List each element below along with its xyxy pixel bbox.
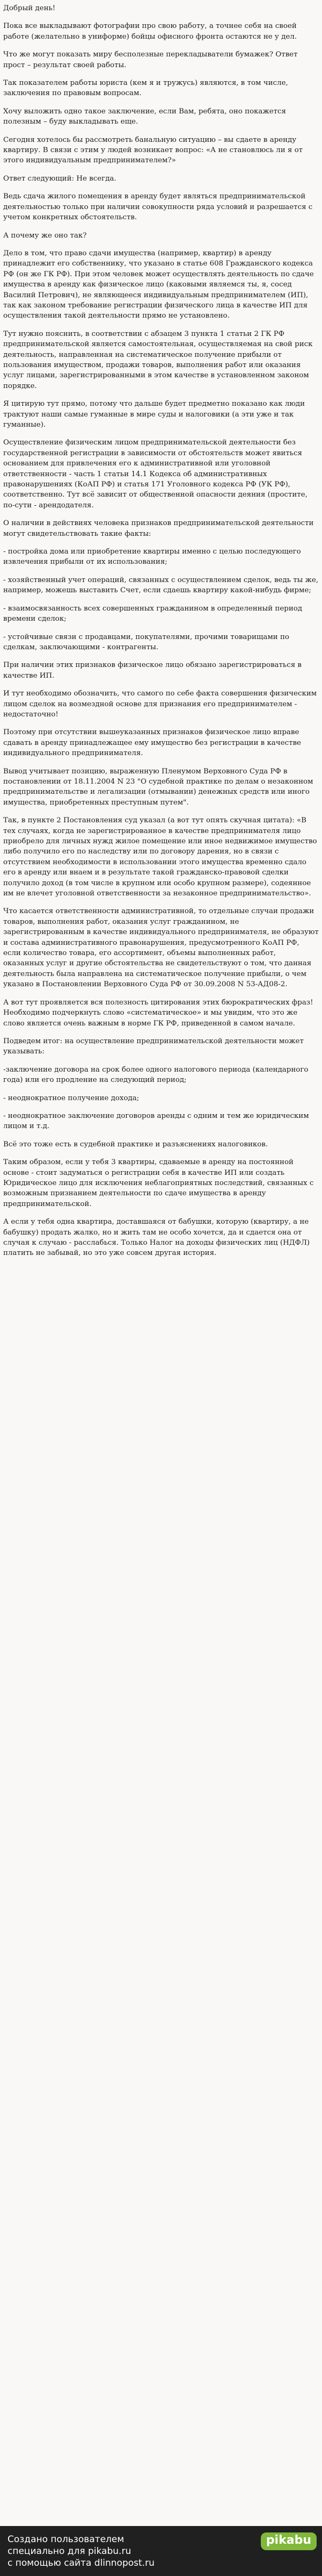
pikabu-logo: pikabu <box>261 2532 317 2550</box>
paragraph: Вывод учитывает позицию, выраженную Пленумом Верховного Суда РФ в постановлении от 18.11.2004 N 23 "О судебной практике по делам о незаконном предпринимательстве и легализации (отмывании) денежных средств или иного имущества, приобретенных преступным путем". <box>3 767 313 807</box>
footer-banner <box>0 2526 322 2576</box>
paragraph: Добрый день! <box>3 4 56 12</box>
footer-line-1: Создано пользователем <box>8 2534 125 2545</box>
paragraph: Всё это тоже есть в судебной практике и разъяснениях налоговиков. <box>3 1140 268 1149</box>
paragraph: - устойчивые связи с продавцами, покупателями, прочими товарищами по сделкам, заключающими - контрагенты. <box>3 633 289 651</box>
paragraph: Поэтому при отсутствии вышеуказанных признаков физическое лицо вправе сдавать в аренду принадлежащее ему имущество без регистрации в качестве индивидуального предпринимателя. <box>3 728 301 758</box>
paragraph: -заключение договора на срок более одного налогового периода (календарного года) или его продление на следующий период; <box>3 1065 309 1085</box>
paragraph: Я цитирую тут прямо, потому что дальше будет предметно показано как люди трактуют наши самые гуманные в мире суды и налоговики (а эти уже и так гуманные). <box>3 400 305 429</box>
paragraph: Так показателем работы юриста (кем я и тружусь) являются, в том числе, заключения по правовым вопросам. <box>3 79 288 98</box>
paragraph: Дело в том, что право сдачи имущества (например, квартир) в аренду принадлежит его собственнику, что указано в статье 608 Гражданского кодекса РФ (он же ГК РФ). При этом человек может осуществлять деятельность по сдаче имущества в аренду как физическое лицо (каковыми являемся ты, я, сосед Василий Петрович), не являющееся индивидуальным предпринимателем (ИП), так как законом требование регистрации физического лица в качестве ИП для осуществления такой деятельности прямо не установлено. <box>3 249 314 320</box>
paragraph: - неоднократное получение дохода; <box>3 1094 140 1102</box>
paragraph: Что же могут показать миру бесполезные перекладыватели бумажек? Ответ прост – результат своей работы. <box>3 51 298 69</box>
paragraph: Осуществление физическим лицом предпринимательской деятельности без государственной регистрации в зависимости от обстоятельств может явиться основанием для привлечения его к административной или уголовной ответственности - часть 1 статьи 14.1 Кодекса об административных правонарушениях (КоАП РФ) и статья 171 Уголовного кодекса РФ (УК РФ), соответственно. Тут всё зависит от общественной опасности деяния (простите, по-сути - арендодателя. <box>3 439 308 510</box>
paragraph: - взаимосвязанность всех совершенных гражданином в определенный период времени сделок; <box>3 604 303 623</box>
paragraph: А почему же оно так? <box>3 231 87 240</box>
paragraph: Подведем итог: на осуществление предпринимательской деятельности может указывать: <box>3 1037 304 1056</box>
paragraph: А вот тут проявляется вся полезность цитирования этих бюрократических фраз! Необходимо подчеркнуть слово «систематическое» и мы увидим, что это же слово является очень важным в норме ГК РФ, приведенной в самом начале. <box>3 998 313 1028</box>
paragraph: Хочу выложить одно такое заключение, если Вам, ребята, оно покажется полезным – буду выкладывать еще. <box>3 107 287 126</box>
paragraph: Что касается ответственности административной, то отдельные случаи продажи товаров, выполнения работ, оказания услуг гражданином, не зарегистрированным в качестве индивидуального предпринимателя, не образуют и состава административного правонарушения, предусмотренного КоАП РФ, если количество товара, его ассортимент, объемы выполненных работ, оказанных услуг и другие обстоятельства не свидетельствуют о том, что данная деятельность была направлена на систематическое получение прибыли, о чем указано в Постановлении Верховного Суда РФ от 30.09.2008 N 53-АД08-2. <box>3 907 319 989</box>
footer-line-3: с помощью сайта dlinnopost.ru <box>8 2558 155 2568</box>
paragraph: И тут необходимо обозначить, что самого по себе факта совершения физическим лицом сделок на возмездной основе для признания его предпринимателем - недостаточно! <box>3 690 317 719</box>
paragraph: - постройка дома или приобретение квартиры именно с целью последующего извлечения прибыли от их использования; <box>3 548 301 566</box>
paragraph: Ответ следующий: Не всегда. <box>3 174 116 183</box>
paragraph: О наличии в действиях человека признаков предпринимательской деятельности могут свидетельствовать такие факты: <box>3 519 314 538</box>
paragraph: Так, в пункте 2 Постановления суд указал (а вот тут опять скучная цитата): «В тех случаях, когда не зарегистрированное в качестве предпринимателя лицо приобрело для личных нужд жилое помещение или иное недвижимое имущество либо получило его по наследству или по договору дарения, но в связи с отсутствием необходимости в использовании этого имущества временно сдало его в аренду или внаем и в результате такой гражданско-правовой сделки получило доход (в том числе в крупном или особо крупном размере), содеянное им не влечет уголовной ответственности за незаконное предпринимательство». <box>3 816 317 898</box>
footer-line-2: специально для pikabu.ru <box>8 2546 131 2557</box>
paragraph: Ведь сдача жилого помещения в аренду будет являться предпринимательской деятельностью только при наличии совокупности ряда условий и разрешается с учетом конкретных обстоятельств. <box>3 192 313 222</box>
paragraph: А если у тебя одна квартира, доставшаяся от бабушки, которую (квартиру, а не бабушку) продать жалко, но и жить там не особо хочется, да и сдается она от случая к случаю - расслабься. Только Налог на доходы физических лиц (НДФЛ) платить не забывай, но это уже совсем другая история. <box>3 1218 310 1258</box>
paragraph: - неоднократное заключение договоров аренды с одним и тем же юридическим лицом и т.д. <box>3 1111 309 1131</box>
paragraph: Сегодня хотелось бы рассмотреть банальную ситуацию – вы сдаете в аренду квартиру. В связи с этим у людей возникает вопрос: «А не становлюсь ли я от этого индивидуальным предпринимателем?» <box>3 135 303 165</box>
paragraph: Тут нужно пояснить, в соответствии с абзацем 3 пункта 1 статьи 2 ГК РФ предпринимательской является самостоятельная, осуществляемая на свой риск деятельность, направленная на систематическое получение прибыли от пользования имуществом, продажи товаров, выполнения работ или оказания услуг лицами, зарегистрированными в этом качестве в установленном законом порядке. <box>3 329 313 390</box>
paragraph: Пока все выкладывают фотографии про свою работу, а точнее себя на своей работе (желательно в униформе) бойцы офисного фронта остаются не у дел. <box>3 22 297 41</box>
paragraph: - хозяйственный учет операций, связанных с осуществлением сделок, ведь ты же, например, можешь выставить Счет, если сдаешь квартиру какой-нибудь фирме; <box>3 576 319 595</box>
paragraph: Таким образом, если у тебя 3 квартиры, сдаваемые в аренду на постоянной основе - стоит задуматься о регистрации себя в качестве ИП или создать Юридическое лицо для исключения неблагоприятных последствий, связанных с возможным признанием деятельности по сдаче имущества в аренду предпринимательской. <box>3 1158 314 1208</box>
paragraph: При наличии этих признаков физическое лицо обязано зарегистрироваться в качестве ИП. <box>3 661 302 680</box>
